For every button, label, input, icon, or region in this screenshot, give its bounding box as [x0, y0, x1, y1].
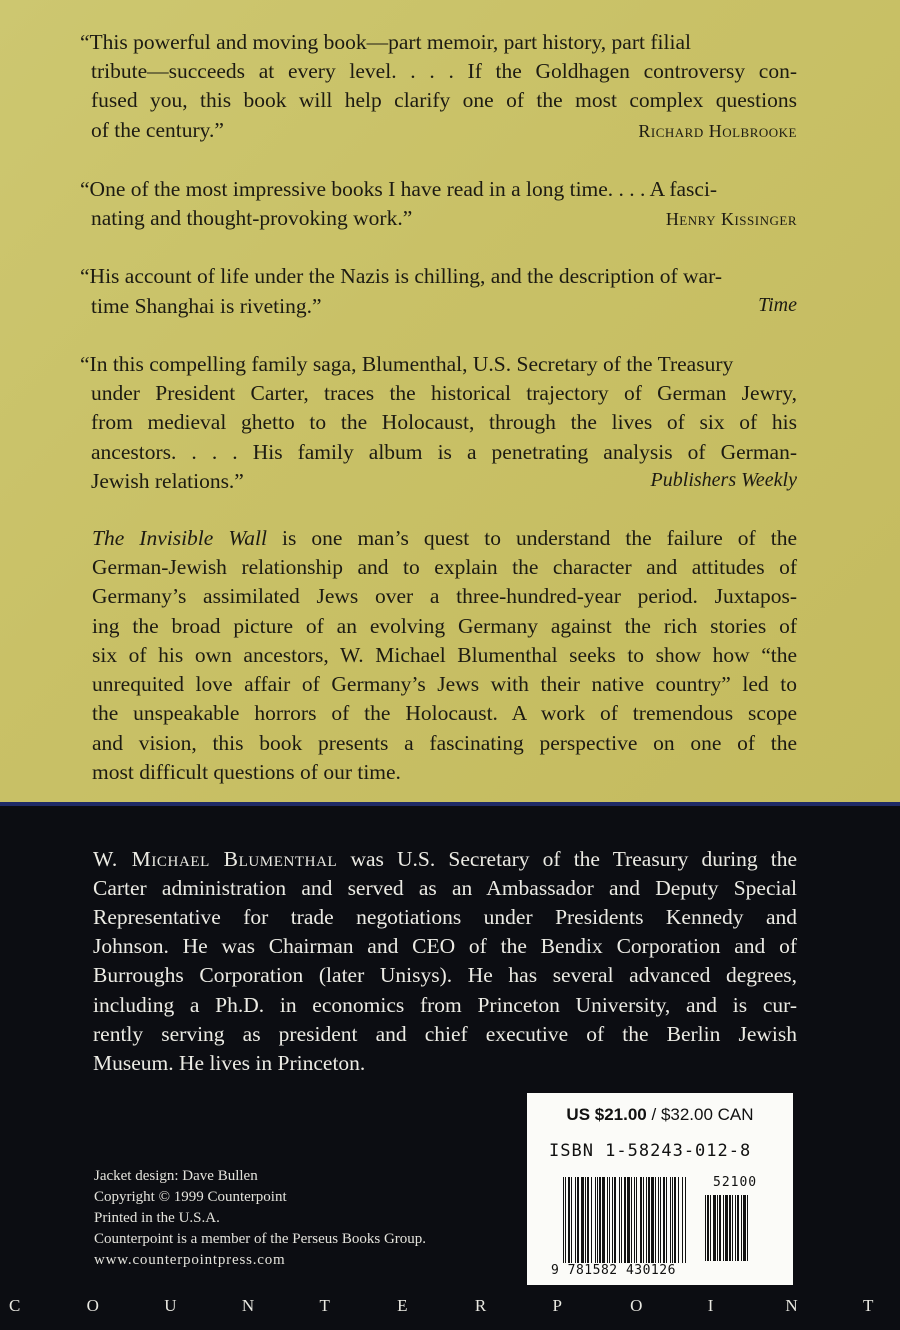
author-name: W. Michael Blumenthal: [93, 847, 338, 871]
barcode-bar: [670, 1177, 671, 1263]
bio-line: rently serving as president and chief executive of the Berlin Jewish: [93, 1022, 797, 1046]
description-line: most difficult questions of our time.: [92, 760, 401, 784]
barcode-bar: [587, 1177, 589, 1263]
quote-attribution: Publishers Weekly: [650, 469, 797, 491]
credit-website: www.counterpointpress.com: [94, 1252, 286, 1268]
quote-line: of the century.”: [91, 118, 224, 142]
quote-line: tribute—succeeds at every level. . . . If the Goldhagen controversy con-: [91, 59, 797, 83]
barcode-bar: [585, 1177, 586, 1263]
barcode-bar: [705, 1195, 706, 1261]
bio-text: was U.S. Secretary of the Treasury during the: [350, 847, 797, 871]
barcode-bar: [591, 1177, 592, 1263]
credit-jacket-design: Jacket design: Dave Bullen: [94, 1168, 258, 1184]
barcode-bar: [729, 1195, 731, 1261]
addon-barcode-icon: [705, 1195, 767, 1261]
quote-line: Jewish relations.”: [91, 469, 244, 493]
publisher-letter: I: [707, 1296, 714, 1315]
publisher-letter: U: [164, 1296, 177, 1315]
quote-line: nating and thought-provoking work.”: [91, 206, 413, 230]
quote-line: time Shanghai is riveting.”: [91, 294, 322, 318]
barcode-bar: [732, 1195, 733, 1261]
barcode-bar: [735, 1195, 736, 1261]
publisher-letter: P: [552, 1296, 562, 1315]
barcode-bar: [648, 1177, 650, 1263]
barcode-bar: [672, 1177, 673, 1263]
price-label: [527, 1105, 793, 1125]
barcode-bar: [607, 1177, 608, 1263]
description-line: ing the broad picture of an evolving Germany against the rich stories of: [92, 614, 797, 638]
bio-line: Representative for trade negotiations under Presidents Kennedy and: [93, 905, 797, 929]
barcode-bar: [565, 1177, 566, 1263]
barcode-box: [527, 1093, 793, 1285]
barcode-bar: [713, 1195, 716, 1261]
publisher-letter: T: [319, 1296, 330, 1315]
barcode-bar: [723, 1195, 724, 1261]
credit-publisher-group: Counterpoint is a member of the Perseus Books Group.: [94, 1231, 427, 1247]
barcode-bar: [717, 1195, 718, 1261]
barcode-bar: [640, 1177, 642, 1263]
description-text: is one man’s quest to understand the failure of the: [282, 526, 797, 550]
barcode-bar: [643, 1177, 644, 1263]
bio-line: including a Ph.D. in economics from Princeton University, and is cur-: [93, 993, 797, 1017]
credit-printed: Printed in the U.S.A.: [94, 1210, 220, 1226]
barcode-bar: [624, 1177, 626, 1263]
description-line: six of his own ancestors, W. Michael Blumenthal seeks to show how “the: [92, 643, 797, 667]
barcode-bar: [660, 1177, 661, 1263]
barcode-bar: [682, 1177, 683, 1263]
quote-line: “One of the most impressive books I have read in a long time. . . . A fasci-: [80, 177, 718, 201]
barcode-bar: [581, 1177, 584, 1263]
barcode-bar: [725, 1195, 728, 1261]
barcode-bar: [636, 1177, 637, 1263]
barcode-bar: [719, 1195, 721, 1261]
book-title: The Invisible Wall: [92, 526, 267, 550]
description-line: Germany’s assimilated Jews over a three-hundred-year period. Juxtapos-: [92, 584, 797, 608]
bio-line: Museum. He lives in Princeton.: [93, 1051, 366, 1075]
barcode-icon: [563, 1177, 703, 1263]
quote-attribution: Time: [758, 294, 797, 316]
barcode-bar: [747, 1195, 748, 1261]
publisher-letter: E: [397, 1296, 408, 1315]
barcode-bar: [619, 1177, 620, 1263]
quote-line: “This powerful and moving book—part memoir, part history, part filial: [80, 30, 691, 54]
publisher-letter: O: [630, 1296, 643, 1315]
barcode-bar: [737, 1195, 739, 1261]
barcode-bar: [743, 1195, 746, 1261]
barcode-bar: [597, 1177, 598, 1263]
publisher-letter: T: [863, 1296, 874, 1315]
publisher-band: [0, 1294, 900, 1330]
price-separator: /: [646, 1105, 661, 1124]
barcode-bar: [685, 1177, 686, 1263]
quote-attribution: Henry Kissinger: [665, 209, 797, 229]
barcode-bar: [614, 1177, 616, 1263]
description-line: German-Jewish relationship and to explain the character and attitudes of: [92, 555, 797, 579]
barcode-bar: [710, 1195, 711, 1261]
barcode-bar: [666, 1177, 667, 1263]
barcode-bar: [575, 1177, 576, 1263]
barcode-bar: [568, 1177, 570, 1263]
barcode-bar: [678, 1177, 679, 1263]
publisher-letter: R: [474, 1296, 487, 1315]
quote-line: fused you, this book will help clarify one of the most complex questions: [91, 88, 797, 112]
barcode-bar: [577, 1177, 579, 1263]
barcode-bar: [741, 1195, 742, 1261]
publisher-letter: O: [86, 1296, 99, 1315]
barcode-bar: [602, 1177, 605, 1263]
barcode-bar: [663, 1177, 665, 1263]
barcode-bar: [707, 1195, 709, 1261]
bio-line: [93, 847, 797, 872]
price-us: US $21.00: [566, 1105, 647, 1124]
publisher-letter: C: [9, 1296, 21, 1315]
ean-number: 9 781582 430126: [551, 1263, 676, 1278]
publisher-letter: N: [785, 1296, 798, 1315]
barcode-bar: [595, 1177, 596, 1263]
barcode-bar: [631, 1177, 632, 1263]
barcode-bar: [655, 1177, 656, 1263]
isbn-label: ISBN 1-58243-012-8: [549, 1141, 752, 1161]
description-line: [92, 526, 797, 551]
barcode-bar: [571, 1177, 572, 1263]
barcode-bar: [646, 1177, 647, 1263]
quote-attribution: Richard Holbrooke: [638, 121, 797, 141]
barcode-bar: [599, 1177, 601, 1263]
barcode-bar: [674, 1177, 676, 1263]
barcode-bar: [627, 1177, 630, 1263]
quote-line: “His account of life under the Nazis is chilling, and the description of war-: [80, 264, 722, 288]
barcode-bar: [658, 1177, 659, 1263]
description-line: the unspeakable horrors of the Holocaust. A work of tremendous scope: [92, 701, 797, 725]
publisher-letter: N: [241, 1296, 255, 1315]
description-line: unrequited love affair of Germany’s Jews with their native country” led to: [92, 672, 797, 696]
price-can: $32.00 CAN: [660, 1105, 754, 1124]
barcode-bar: [563, 1177, 564, 1263]
bio-line: Burroughs Corporation (later Unisys). He has several advanced degrees,: [93, 963, 797, 987]
barcode-bar: [651, 1177, 654, 1263]
barcode-bar: [612, 1177, 613, 1263]
quote-line: under President Carter, traces the historical trajectory of German Jewry,: [91, 381, 797, 405]
bio-line: Carter administration and served as an Ambassador and Deputy Special: [93, 876, 797, 900]
barcode-addon-number: 52100: [713, 1175, 758, 1190]
quote-line: “In this compelling family saga, Blumenthal, U.S. Secretary of the Treasury: [80, 352, 734, 376]
barcode-bar: [634, 1177, 635, 1263]
credit-copyright: Copyright © 1999 Counterpoint: [94, 1189, 287, 1205]
barcode-bar: [609, 1177, 610, 1263]
quote-line: from medieval ghetto to the Holocaust, through the lives of six of his: [91, 410, 797, 434]
bio-line: Johnson. He was Chairman and CEO of the Bendix Corporation and of: [93, 934, 797, 958]
barcode-bar: [621, 1177, 622, 1263]
description-line: and vision, this book presents a fascinating perspective on one of the: [92, 731, 797, 755]
quote-line: ancestors. . . . His family album is a penetrating analysis of German-: [91, 440, 797, 464]
